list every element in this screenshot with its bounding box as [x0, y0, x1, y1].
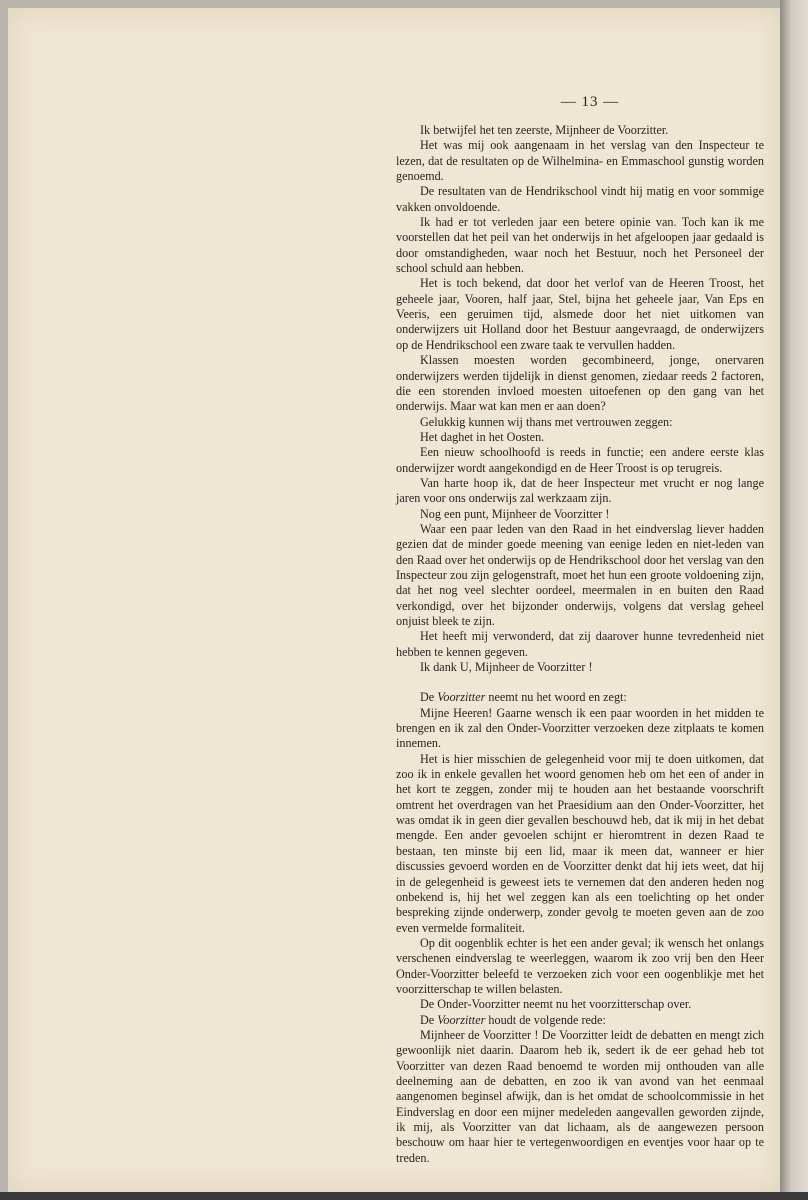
paragraph: Ik dank U, Mijnheer de Voorzitter !: [420, 660, 593, 675]
paragraph: Het is toch bekend, dat door het verlof van de Heeren Troost, het geheele jaar, Vooren, half jaar, Stel, bijna het geheele jaar, Van Eps en Veeris, een geruimen tijd, alsmede door het niet uitkomen van onderwijzers uit Holland door het Bestuur aangevraagd, de onderwijzers op de Hendrikschool een zware taak te vervullen hadden.: [396, 276, 764, 352]
paragraph: Ik betwijfel het ten zeerste, Mijnheer de Voorzitter.: [420, 123, 669, 137]
paragraph: Mijnheer de Voorzitter ! De Voorzitter leidt de debatten en mengt zich gewoonlijk niet daarin. Daarom heb ik, sedert ik de eer gehad heb tot Voorzitter van dezen Raad benoemd te worden mij onthouden van alle deelneming aan de debatten, en zoo ik van avond van het eenmaal aangenomen beginsel afwijk, dan is het omdat de schoolcommissie in het Eindverslag en door een mijner medeleden aangevallen geworden zijnde, ik mij, als Voorzitter van dat lichaam, als de aangewezen persoon beschouw om haar hier te vertegenwoordigen en eventjes voor haar op te treden.: [396, 1027, 764, 1165]
paragraph: De resultaten van de Hendrikschool vindt hij matig en voor sommige vakken onvoldoende.: [396, 184, 764, 214]
paragraph: Het is hier misschien de gelegenheid voor mij te doen uitkomen, dat zoo ik in enkele gevallen het woord genomen heb om het een of ander in het kort te zeggen, zonder mij te houden aan het bestaande voorschrift omtrent het overdragen van het Praesidium aan den Onder-Voorzitter, het was omdat ik in geen dier gevallen beschouwd heb, dat ik mij in het debat mengde. Een ander gevoelen schijnt er hieromtrent in dezen Raad te bestaan, ten minste bij een lid, maar ik meen dat, wanneer er hier discussies gevoerd worden en de Voorzitter denkt dat hij iets weet, dat hij in de gelegenheid is geweest iets te vernemen dat den anderen heden nog onbekend is, hij het wel zeggen kan als een toelichting op het onder bespreking zijnde onderwerp, zonder gevolg te moeten geven aan de zoo even vermelde formaliteit.: [396, 751, 764, 935]
paragraph: De Onder-Voorzitter neemt nu het voorzitterschap over.: [420, 997, 692, 1012]
paragraph: Klassen moesten worden gecombineerd, jonge, onervaren onderwijzers werden tijdelijk in dienst genomen, ziedaar reeds 2 factoren, die een storenden invloed moesten uitoefenen op den gang van het onderwijs. Maar wat kan men er aan doen?: [396, 353, 764, 414]
paragraph: Het heeft mij verwonderd, dat zij daarover hunne tevredenheid niet hebben te kennen gegeven.: [396, 629, 764, 659]
paragraph: Het was mij ook aangenaam in het verslag van den Inspecteur te lezen, dat de resultaten op de Wilhelmina- en Emmaschool gunstig worden genoemd.: [396, 138, 764, 184]
speaker-name: Voorzitter: [437, 1012, 486, 1027]
paragraph: Mijne Heeren! Gaarne wensch ik een paar woorden in het midden te brengen en ik zal den Onder-Voorzitter verzoeken deze zitplaats te komen innemen.: [396, 705, 764, 751]
paragraph: Op dit oogenblik echter is het een ander geval; ik wensch het onlangs verschenen eindverslag te weerleggen, waarom ik zoo vrij ben den Heer Onder-Voorzitter beleefd te verzoeken zich voor een oogenblikje met het voorzitterschap te willen belasten.: [396, 935, 764, 996]
paragraph: Nog een punt, Mijnheer de Voorzitter !: [420, 506, 610, 521]
paragraph: Het daghet in het Oosten.: [420, 429, 545, 444]
speaker-name: Voorzitter: [437, 690, 486, 705]
speaker-paragraph: De Voorzitter neemt nu het woord en zegt:: [420, 690, 627, 705]
scan-edge: [780, 0, 808, 1200]
page-number: — 13 —: [560, 94, 620, 110]
paragraph: Van harte hoop ik, dat de heer Inspecteur met vrucht er nog lange jaren voor ons onderwijs zal werkzaam zijn.: [396, 475, 764, 506]
paragraph: Waar een paar leden van den Raad in het eindverslag liever hadden gezien dat de minder goede meening van eenige leden en niet-leden van den Raad over het onderwijs op de Hendrikschool door het verslag van den Inspecteur zou zijn gelogenstraft, moet het hun een groote voldoening zijn, dat het nog veel slechter oordeel, meermalen in en buiten den Raad verkondigd, over het bijzonder onderwijs, volgens dat verslag geheel onjuist bleek te zijn.: [396, 521, 764, 628]
paragraph: Ik had er tot verleden jaar een betere opinie van. Toch kan ik me voorstellen dat het peil van het onderwijs in het afgeloopen jaar gedaald is door omstandigheden, waar noch het Bestuur, noch het Personeel der school schuld aan hebben.: [396, 215, 764, 276]
paragraph: Een nieuw schoolhoofd is reeds in functie; een andere eerste klas onderwijzer wordt aangekondigd en de Heer Troost is op terugreis.: [396, 445, 764, 475]
body-text: [396, 123, 764, 1166]
scan-bottom-edge: [0, 1192, 808, 1200]
speaker-paragraph: De Voorzitter houdt de volgende rede:: [420, 1012, 606, 1027]
paragraph: Gelukkig kunnen wij thans met vertrouwen zeggen:: [420, 414, 673, 429]
